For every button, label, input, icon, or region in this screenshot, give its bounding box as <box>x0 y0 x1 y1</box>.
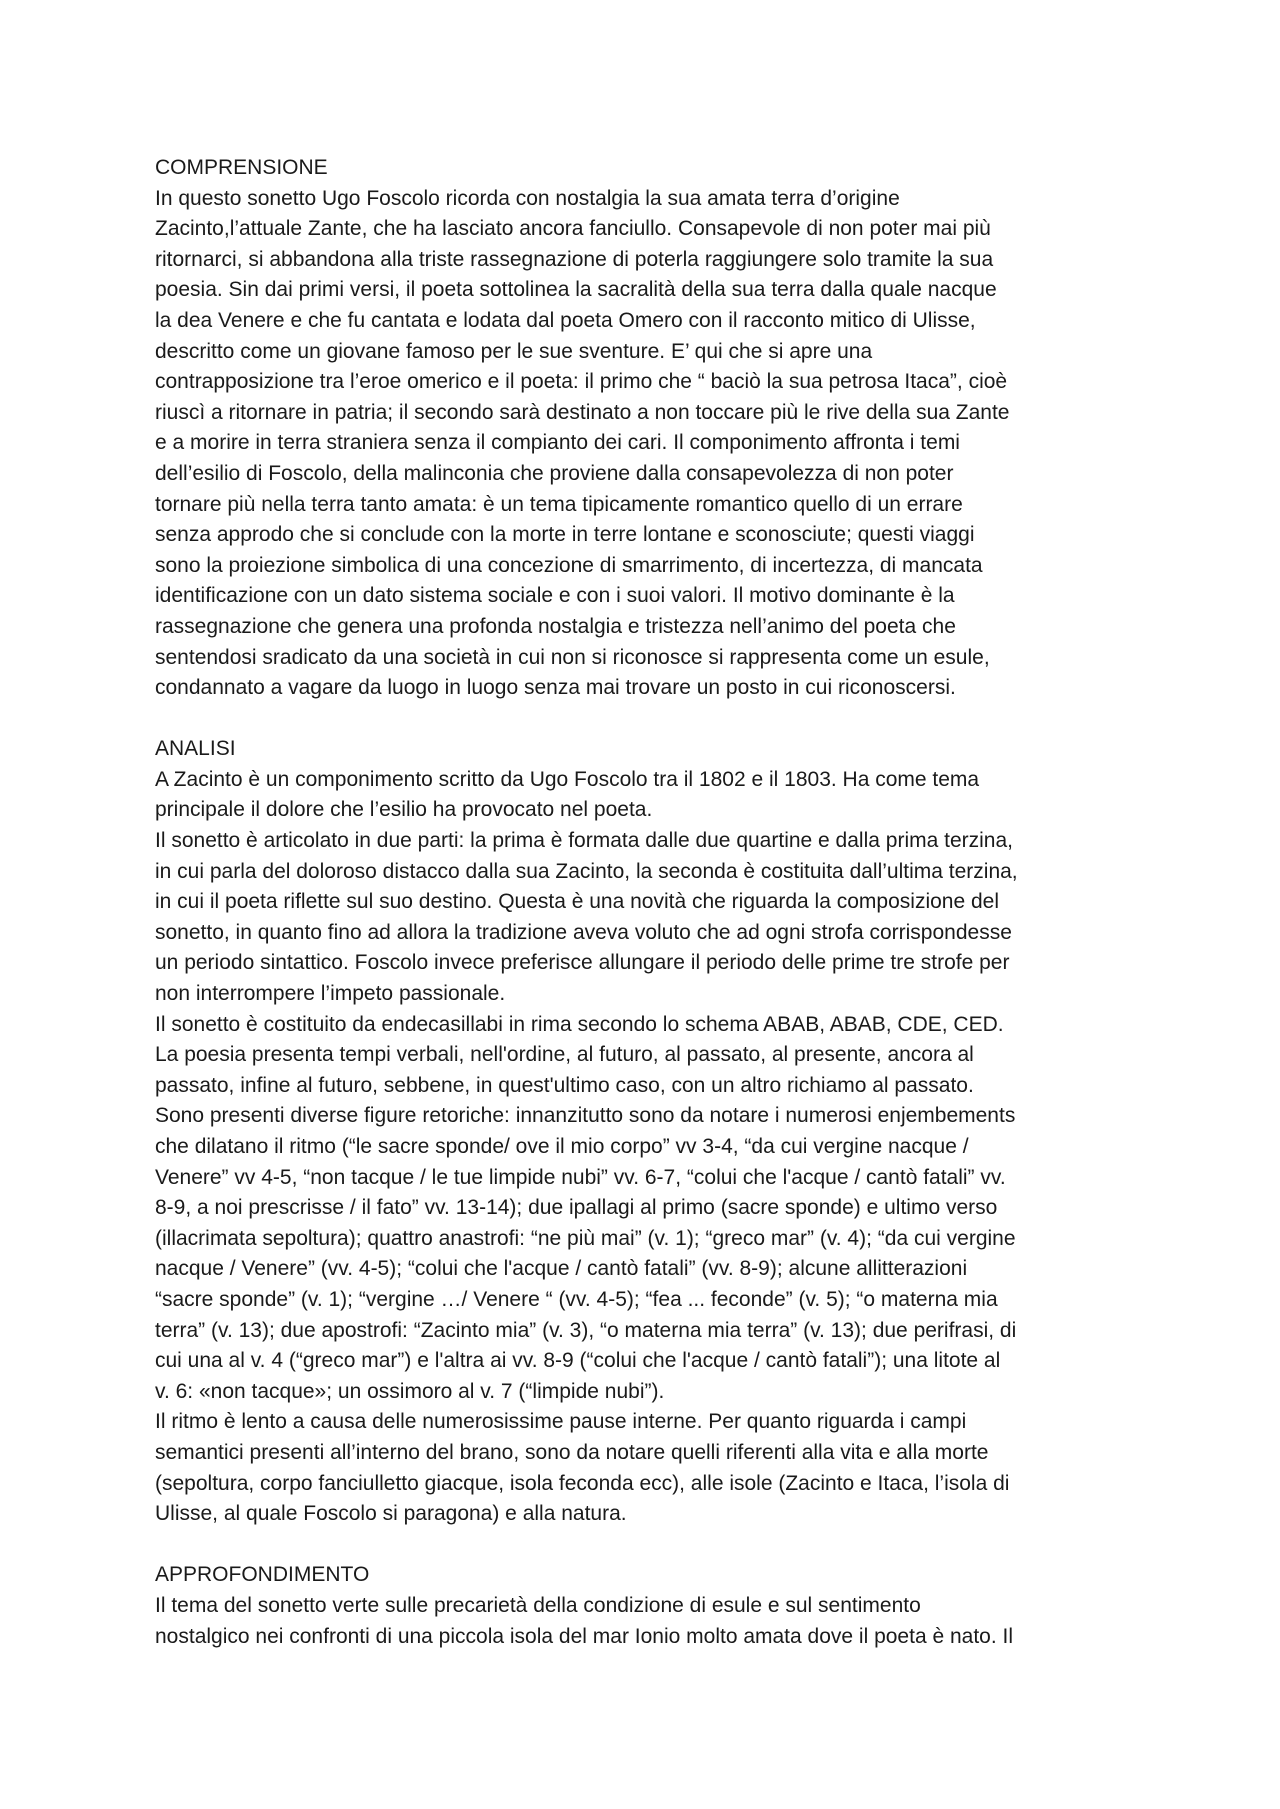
text-line: rassegnazione che genera una profonda nostalgia e tristezza nell’animo del poeta che <box>155 614 956 638</box>
section-heading: COMPRENSIONE <box>155 156 328 179</box>
text-line: dell’esilio di Foscolo, della malinconia che proviene dalla consapevolezza di non poter <box>155 461 954 485</box>
text-line: semantici presenti all’interno del brano, sono da notare quelli riferenti alla vita e alla morte <box>155 1440 989 1464</box>
text-line: un periodo sintattico. Foscolo invece preferisce allungare il periodo delle prime tre strofe per <box>155 951 1010 975</box>
text-line: in cui parla del doloroso distacco dalla sua Zacinto, la seconda è costituita dall’ultima terzina, <box>155 859 1018 883</box>
text-line: Sono presenti diverse figure retoriche: innanzitutto sono da notare i numerosi enjembements <box>155 1104 1016 1128</box>
text-line: tornare più nella terra tanto amata: è un tema tipicamente romantico quello di un errare <box>155 492 963 516</box>
text-line: identificazione con un dato sistema sociale e con i suoi valori. Il motivo dominante è la <box>155 584 955 608</box>
text-line: e a morire in terra straniera senza il compianto dei cari. Il componimento affronta i temi <box>155 431 960 455</box>
text-line: Venere” vv 4-5, “non tacque / le tue limpide nubi” vv. 6-7, “colui che l'acque / cantò fatali” vv. <box>155 1165 1006 1189</box>
text-line: Il sonetto è costituito da endecasillabi in rima secondo lo schema ABAB, ABAB, CDE, CED. <box>155 1012 1004 1036</box>
text-line: contrapposizione tra l’eroe omerico e il poeta: il primo che “ baciò la sua petrosa Itaca”, cioè <box>155 370 1008 394</box>
text-line: la dea Venere e che fu cantata e lodata dal poeta Omero con il racconto mitico di Ulisse, <box>155 308 976 332</box>
text-line: condannato a vagare da luogo in luogo senza mai trovare un posto in cui riconoscersi. <box>155 676 956 700</box>
text-line: descritto come un giovane famoso per le sue sventure. E’ qui che si apre una <box>155 339 873 363</box>
text-line: Zacinto,l’attuale Zante, che ha lasciato ancora fanciullo. Consapevole di non poter mai più <box>155 217 991 241</box>
text-line: Il sonetto è articolato in due parti: la prima è formata dalle due quartine e dalla prima terzina, <box>155 829 1013 853</box>
section-comprensione <box>155 153 1155 704</box>
text-line: nostalgico nei confronti di una piccola isola del mar Ionio molto amata dove il poeta è nato. Il <box>155 1624 1014 1648</box>
text-line: nacque / Venere” (vv. 4-5); “colui che l'acque / cantò fatali” (vv. 8-9); alcune allitterazioni <box>155 1257 968 1281</box>
document-page <box>155 153 1155 1652</box>
paragraph <box>155 1407 1155 1529</box>
text-line: “sacre sponde” (v. 1); “vergine …/ Venere “ (vv. 4-5); “fea ... feconde” (v. 5); “o materna mia <box>155 1287 998 1311</box>
text-line: (sepoltura, corpo fanciulletto giacque, isola feconda ecc), alle isole (Zacinto e Itaca, l’isola di <box>155 1471 1010 1495</box>
section-heading: APPROFONDIMENTO <box>155 1563 370 1587</box>
text-line: che dilatano il ritmo (“le sacre sponde/ ove il mio corpo” vv 3-4, “da cui vergine nacque / <box>155 1135 969 1158</box>
text-line: in cui il poeta riflette sul suo destino. Questa è una novità che riguarda la composizione del <box>155 890 999 914</box>
text-line: sonetto, in quanto fino ad allora la tradizione aveva voluto che ad ogni strofa corrispondesse <box>155 920 1012 944</box>
text-line: non interrompere l’impeto passionale. <box>155 982 506 1006</box>
paragraph <box>155 184 1155 704</box>
section-heading: ANALISI <box>155 737 236 761</box>
paragraph <box>155 765 1155 826</box>
text-line: In questo sonetto Ugo Foscolo ricorda con nostalgia la sua amata terra d’origine <box>155 186 900 210</box>
text-line: terra” (v. 13); due apostrofi: “Zacinto mia” (v. 3), “o materna mia terra” (v. 13); due perifrasi, di <box>155 1318 1017 1342</box>
text-line: sono la proiezione simbolica di una concezione di smarrimento, di incertezza, di mancata <box>155 553 983 577</box>
text-line: senza approdo che si conclude con la morte in terre lontane e sconosciute; questi viaggi <box>155 523 975 547</box>
text-line: A Zacinto è un componimento scritto da Ugo Foscolo tra il 1802 e il 1803. Ha come tema <box>155 767 980 791</box>
paragraph <box>155 1591 1155 1652</box>
text-line: sentendosi sradicato da una società in cui non si riconosce si rappresenta come un esule, <box>155 645 990 669</box>
paragraph <box>155 826 1155 1010</box>
section-analisi <box>155 734 1155 1529</box>
paragraph <box>155 1010 1155 1408</box>
text-line: Il ritmo è lento a causa delle numerosissime pause interne. Per quanto riguarda i campi <box>155 1410 967 1434</box>
text-line: 8-9, a noi prescrisse / il fato” vv. 13-14); due ipallagi al primo (sacre sponde) e ultimo verso <box>155 1196 998 1220</box>
section-approfondimento <box>155 1560 1155 1652</box>
text-line: Ulisse, al quale Foscolo si paragona) e alla natura. <box>155 1502 627 1526</box>
text-line: poesia. Sin dai primi versi, il poeta sottolinea la sacralità della sua terra dalla quale nacque <box>155 278 997 302</box>
text-line: ritornarci, si abbandona alla triste rassegnazione di poterla raggiungere solo tramite la sua <box>155 247 994 271</box>
text-line: v. 6: «non tacque»; un ossimoro al v. 7 (“limpide nubi”). <box>155 1379 665 1403</box>
text-line: (illacrimata sepoltura); quattro anastrofi: “ne più mai” (v. 1); “greco mar” (v. 4); “da cui vergine <box>155 1226 1016 1250</box>
text-line: La poesia presenta tempi verbali, nell'ordine, al futuro, al passato, al presente, ancora al <box>155 1043 974 1067</box>
text-line: principale il dolore che l’esilio ha provocato nel poeta. <box>155 798 653 822</box>
text-line: Il tema del sonetto verte sulle precarietà della condizione di esule e sul sentimento <box>155 1593 921 1617</box>
text-line: riuscì a ritornare in patria; il secondo sarà destinato a non toccare più le rive della sua Zante <box>155 400 1010 424</box>
text-line: passato, infine al futuro, sebbene, in quest'ultimo caso, con un altro richiamo al passato. <box>155 1073 974 1097</box>
text-line: cui una al v. 4 (“greco mar”) e l'altra ai vv. 8-9 (“colui che l'acque / cantò fatali”); una litote al <box>155 1349 1001 1373</box>
